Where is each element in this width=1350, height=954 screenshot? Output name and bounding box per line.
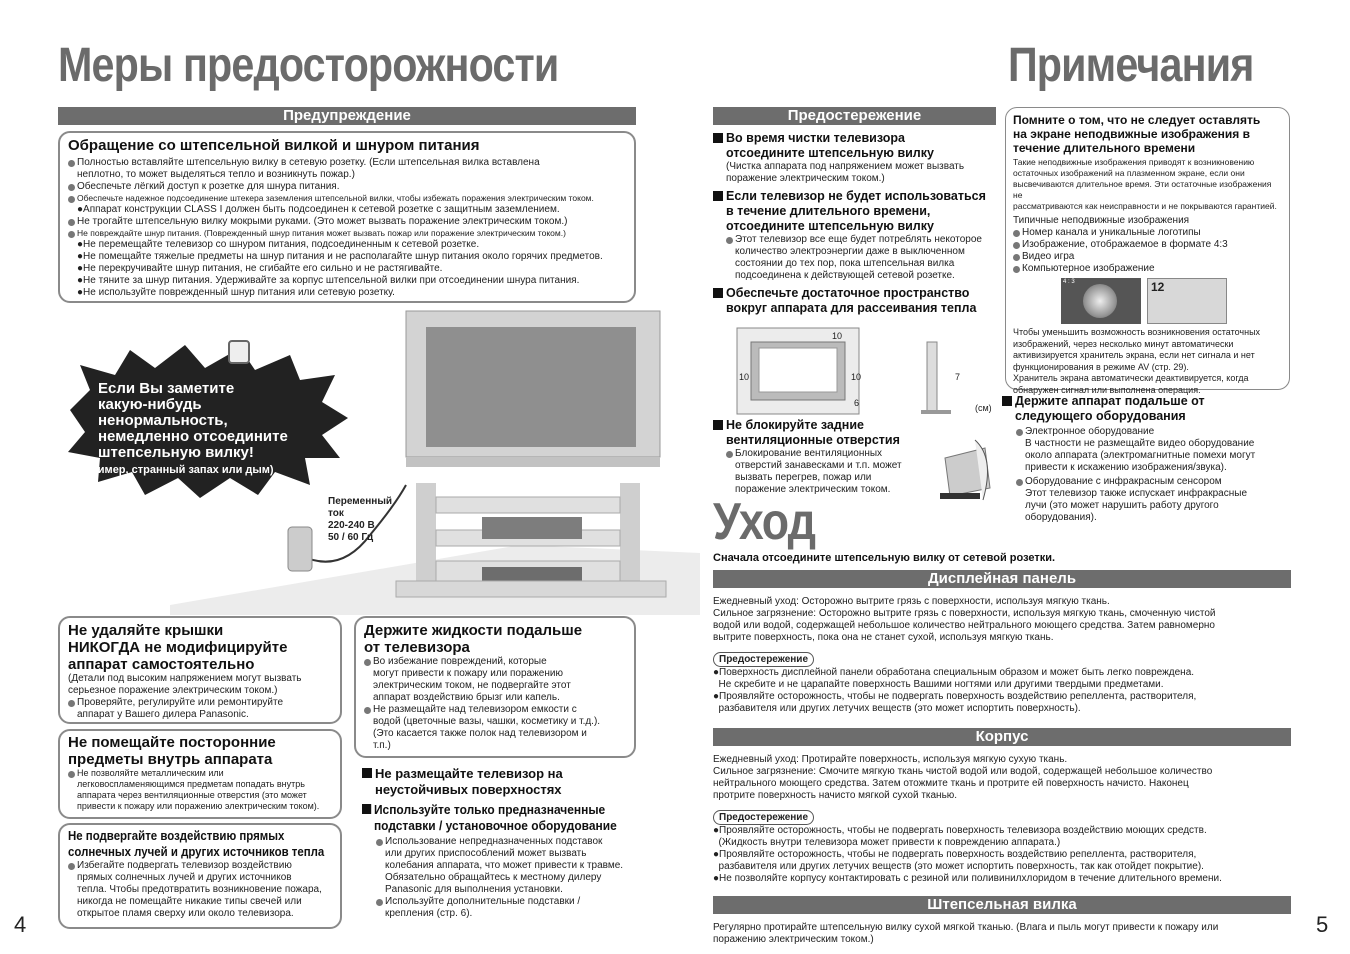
sun-heading-line: солнечных лучей и других источников тепла <box>68 844 325 859</box>
static-text-line: высвечиваются длительное время. Эти остаточные изображения не <box>1013 179 1272 200</box>
cabinet-caution-line: ●Проявляйте осторожность, чтобы не подвергать поверхность телевизора воздействию моющих средств. <box>713 825 1207 836</box>
display-caution-line: разбавителя или других летучих веществ (это может испортить поверхность). <box>713 703 1081 714</box>
plug-care-line: поражению электрическим током.) <box>713 934 874 945</box>
vents-section <box>713 418 943 496</box>
vents-text-line: поражение электрическим током. <box>735 484 891 495</box>
keep-away-section <box>1002 394 1292 524</box>
sun-text-line: тепла. Чтобы предотвратить возникновение пожара, <box>77 884 322 895</box>
display-caution-line: ●Поверхность дисплейной панели обработана специальным образом и может быть легко повреждена. <box>713 667 1195 678</box>
ac-label-line: Переменный <box>328 496 393 507</box>
stand-text-line: колебания аппарата, что может привести к травме. <box>385 860 624 871</box>
ac-label-line: 220-240 В <box>328 520 375 531</box>
clearance-left: 10 <box>739 372 750 382</box>
caution-bar: Предостережение <box>713 107 996 125</box>
away-text-line: привести к искажению изображения/звука). <box>1025 462 1227 473</box>
cabinet-caution-line: разбавителя или других летучих веществ (это может испортить поверхность, так как отойдет покрытие). <box>713 861 1204 872</box>
foreign-text-line: Не позволяйте металлическим или <box>77 768 224 778</box>
away-text-line: Электронное оборудование <box>1025 426 1155 437</box>
display-panel-bar: Дисплейная панель <box>713 570 1291 588</box>
static-after-line: функционирования в режиме AV (стр. 29). <box>1013 361 1189 372</box>
away-text-line: около аппарата (электромагнитные помехи могут <box>1025 450 1256 461</box>
vents-heading-line: Не блокируйте задние <box>726 418 864 432</box>
unused-heading-line: в течение длительного времени, <box>726 204 931 218</box>
foreign-objects-box <box>58 729 342 819</box>
plug-cord-item: ●Не используйте поврежденный шнур питания или сетевую розетку. <box>77 287 395 298</box>
cabinet-caution-line: ●Проявляйте осторожность, чтобы не подвергать поверхность воздействию репеллента, растворителя, <box>713 849 1197 860</box>
page-number-right: 5 <box>1316 912 1329 937</box>
plug-cord-list <box>68 157 626 299</box>
cabinet-caution-line: (Жидкость внутри телевизора может привести к повреждению аппарата.) <box>713 837 1061 848</box>
sun-text-line: Избегайте подвергать телевизор воздействию <box>77 860 292 871</box>
stand-text-line: Используйте дополнительные подставки / <box>385 896 581 907</box>
stand-heading-line: Используйте только предназначенные <box>373 802 606 817</box>
plug-cord-item: неплотно, то может выделяться тепло и возникнуть пожар.) <box>77 169 355 180</box>
unused-heading-line: Если телевизор не будет использоваться <box>726 189 986 203</box>
foreign-text-line: привести к пожару или поражению электрическим током). <box>77 801 320 811</box>
plug-hand-icon <box>228 340 250 364</box>
static-after-line: Чтобы уменьшить возможность возникновения остаточных <box>1013 327 1261 337</box>
unused-text-line: состоянии до тех пор, пока штепсельная вилка <box>735 258 955 269</box>
display-caution-pill: Предостережение <box>713 652 814 667</box>
foreign-text-line: легковоспламеняющимся предметам попадать внутрь <box>77 779 305 789</box>
display-caution-line: Не скребите и не царапайте поверхность Вашими ногтями или другими твердыми предметами. <box>713 679 1164 690</box>
burst-line: ненормальность, <box>98 412 228 429</box>
game-image: 12 <box>1147 278 1227 324</box>
unused-text-line: количество электроэнергии даже в выключенном <box>735 246 965 257</box>
vents-text-line: отверстий занавесками и т.п. может <box>735 460 902 471</box>
liquid-text-line: электрическим током, не подвергайте этот <box>373 680 571 691</box>
caution-column <box>713 131 1003 316</box>
clean-heading-line: Во время чистки телевизора <box>726 131 905 145</box>
liquid-heading-line: от телевизора <box>364 639 470 656</box>
unused-text-line: Этот телевизор все еще будет потреблять некоторое <box>735 234 982 245</box>
plug-cord-item: ●Не перемещайте телевизор со шнуром питания, подсоединенным к сетевой розетке. <box>77 239 480 250</box>
plug-cord-item: Не трогайте штепсельную вилку мокрыми руками. (Это может вызвать поражение электрическим током.) <box>68 216 626 228</box>
cover-heading-line: НИКОГДА не модифицируйте <box>68 639 288 656</box>
clearance-unit: (см) <box>975 403 992 413</box>
static-image-box <box>1005 107 1290 395</box>
sun-heading-line: Не подвергайте воздействию прямых <box>68 828 285 843</box>
plug-care-line: Регулярно протирайте штепсельную вилку сухой мягкой тканью. (Влага и пыль могут привести к пожару или <box>713 922 1219 933</box>
cover-bullet-line: аппарат у Вашего дилера Panasonic. <box>77 709 249 720</box>
vents-text-line: вызвать перегрев, пожар или <box>735 472 872 483</box>
clearance-right: 10 <box>851 372 862 382</box>
stand-text-line: Обязательно обращайтесь к местному дилеру <box>385 872 602 883</box>
sun-text-line: прямых солнечных лучей и других источников <box>77 872 292 883</box>
space-heading-line: Обеспечьте достаточное пространство <box>726 286 970 300</box>
liquid-text-line: Во избежание повреждений, которые <box>373 656 547 667</box>
ac-power-label <box>328 496 392 544</box>
static-item: Компьютерное изображение <box>1013 263 1282 275</box>
cover-heading-line: аппарат самостоятельно <box>68 656 255 673</box>
clearance-side: 7 <box>955 372 961 382</box>
display-caution-line: ●Проявляйте осторожность, чтобы не подвергать поверхность воздействию репеллента, растворителя, <box>713 691 1197 702</box>
static-heading-line: течение длительного времени <box>1013 141 1196 155</box>
plug-cord-item: Обеспечьте надежное подсоединение штекера заземления штепсельной вилки, чтобы избежать поражения электрическим током. <box>68 193 626 204</box>
care-intro: Сначала отсоедините штепсельную вилку от сетевой розетки. <box>713 552 1056 564</box>
away-heading-line: Держите аппарат подальше от <box>1015 394 1205 408</box>
cover-bullet-line: Проверяйте, регулируйте или ремонтируйте <box>77 697 284 708</box>
care-title: Уход <box>713 493 816 551</box>
cabinet-bar: Корпус <box>713 728 1291 746</box>
liquid-text-line: (Это касается также полок над телевизором и <box>373 728 587 739</box>
burst-line: немедленно отсоедините <box>98 428 288 445</box>
unused-text-line: подсоединена к действующей сетевой розетке. <box>735 270 955 281</box>
display-text-line: Сильное загрязнение: Осторожно вытрите грязь с поверхности, используя мягкую ткань, смоченную чистой <box>713 608 1216 619</box>
liquids-box <box>354 616 636 758</box>
plug-cord-item: Не повреждайте шнур питания. (Поврежденный шнур питания может вызвать пожар или поражение электрическим током.) <box>68 228 626 239</box>
ac-label-line: 50 / 60 Гц <box>328 532 374 543</box>
stand-text-line: Panasonic для выполнения установки. <box>385 884 563 895</box>
plug-cord-item: ●Не помещайте тяжелые предметы на шнур питания и не располагайте шнур питания около горячих предметов. <box>77 251 603 262</box>
clearance-bottom: 6 <box>854 398 860 408</box>
warning-bar: Предупреждение <box>58 107 636 125</box>
liquid-text-line: аппарат воздействию брызг или капель. <box>373 692 560 703</box>
display-text-line: водой или водой, содержащей небольшое количество нейтрального моющего средства. Затем равномерно <box>713 620 1215 631</box>
flower-43-image: 4 : 3 <box>1061 278 1141 324</box>
static-item: Изображение, отображаемое в формате 4:3 <box>1013 239 1282 251</box>
liquid-text-line: т.п.) <box>373 740 391 751</box>
vent-curtain-illustration <box>935 438 1000 503</box>
foreign-heading-line: предметы внутрь аппарата <box>68 751 273 768</box>
static-item: Номер канала и уникальные логотипы <box>1013 227 1282 239</box>
care-section <box>713 570 1291 946</box>
static-typical-label: Типичные неподвижные изображения <box>1013 215 1190 226</box>
static-examples <box>1061 278 1282 324</box>
plug-cord-heading: Обращение со штепсельной вилкой и шнуром питания <box>68 137 480 154</box>
liquid-text-line: водой (цветочные вазы, чашки, косметику и т.д.). <box>373 716 601 727</box>
liquid-heading-line: Держите жидкости подальше <box>364 622 583 639</box>
sun-text-line: никогда не помещайте никакие типы свечей или <box>77 896 302 907</box>
static-heading-line: на экране неподвижные изображения в <box>1013 127 1251 141</box>
sunlight-box <box>58 823 342 929</box>
cover-text-line: серьезное поражение электрическим током.) <box>68 685 278 696</box>
static-after-line: обнаружен сигнал или выполнена операция. <box>1013 384 1201 395</box>
clearance-top: 10 <box>832 331 843 341</box>
unused-heading-line: отсоедините штепсельную вилку <box>726 219 934 233</box>
burst-line: штепсельную вилку! <box>98 444 254 461</box>
static-after-line: активизируется хранитель экрана, если нет сигнала и нет <box>1013 350 1255 360</box>
stand-heading-line: неустойчивых поверхностях <box>375 782 562 797</box>
liquid-text-line: Не размещайте над телевизором емкости с <box>373 704 577 715</box>
foreign-text-line: аппарата через вентиляционные отверстия (это может <box>77 790 307 800</box>
cabinet-text-line: нейтрального моющего средства. Затем отожмите ткань и протрите ей поверхность начисто. Наконец <box>713 778 1189 789</box>
static-text-line: Такие неподвижные изображения приводят к возникновению <box>1013 157 1255 167</box>
static-text-line: рассматриваются как неисправности и не покрываются гарантией. <box>1013 201 1277 211</box>
clean-heading-line: отсоедините штепсельную вилку <box>726 146 934 160</box>
plug-cord-item: Обеспечьте лёгкий доступ к розетке для шнура питания. <box>68 181 626 193</box>
vents-heading-line: вентиляционные отверстия <box>726 433 900 447</box>
space-heading-line: вокруг аппарата для рассеивания тепла <box>726 301 977 315</box>
cabinet-caution-line: ●Не позволяйте корпусу контактировать с резиной или поливинилхлоридом в течение длительного времени. <box>713 873 1222 884</box>
plug-cord-item: ●Не перекручивайте шнур питания, не сгибайте его сильно и не растягивайте. <box>77 263 443 274</box>
static-text-line: остаточных изображений на плазменном экране, если они <box>1013 168 1245 178</box>
away-text-line: лучи (это может нарушить работу другого <box>1025 500 1219 511</box>
burst-line: какую-нибудь <box>98 396 202 413</box>
clean-text-line: поражение электрическим током.) <box>726 173 885 184</box>
plug-cord-box <box>58 131 636 303</box>
foreign-heading-line: Не помещайте посторонние <box>68 734 276 751</box>
away-text-line: Оборудование с инфракрасным сенсором <box>1025 476 1222 487</box>
page-title-left: Меры предосторожности <box>58 39 559 92</box>
away-text-line: В частности не размещайте видео оборудование <box>1025 438 1255 449</box>
sun-text-line: открытое пламя сверху или около телевизора. <box>77 908 294 919</box>
stand-heading-line: Не размещайте телевизор на <box>375 766 563 781</box>
static-after-line: изображений, через несколько минут автоматически <box>1013 338 1234 349</box>
stand-text-line: Использование непредназначенных подставок <box>385 836 603 847</box>
clearance-diagram <box>735 326 995 416</box>
cabinet-text-line: протрите поверхность начисто мягкой сухой тканью. <box>713 790 958 801</box>
plug-cord-item: ●Аппарат конструкции CLASS I должен быть подсоединен к сетевой розетке с защитным заземлением. <box>77 204 560 215</box>
liquid-text-line: могут привести к пожару или поражению <box>373 668 563 679</box>
stand-text-line: крепления (стр. 6). <box>385 908 473 919</box>
vents-text-line: Блокирование вентиляционных <box>735 448 883 459</box>
plug-cord-item: ●Не тяните за шнур питания. Удерживайте за корпус штепсельной вилки при отсоединении шнура питания. <box>77 275 580 286</box>
display-text-line: Ежедневный уход: Осторожно вытрите грязь с поверхности, используя мягкую ткань. <box>713 596 1110 607</box>
cabinet-caution-pill: Предостережение <box>713 810 814 825</box>
cabinet-text-line: Сильное загрязнение: Смочите мягкую ткань чистой водой или водой, содержащей небольшое количество <box>713 766 1213 777</box>
static-item: Видео игра <box>1013 251 1282 263</box>
clean-text-line: (Чистка аппарата под напряжением может вызвать <box>726 161 965 172</box>
away-heading-line: следующего оборудования <box>1015 409 1186 423</box>
away-text-line: оборудования). <box>1025 512 1097 523</box>
cover-text-line: (Детали под высоким напряжением могут вызвать <box>68 673 302 684</box>
cabinet-text-line: Ежедневный уход: Протирайте поверхность, используя мягкую сухую ткань. <box>713 754 1068 765</box>
page-title-right: Примечания <box>1008 39 1254 92</box>
page-number-left: 4 <box>14 912 27 937</box>
burst-line: Если Вы заметите <box>98 380 235 397</box>
static-after-line: Хранитель экрана автоматически деактивируется, когда <box>1013 373 1249 383</box>
display-text-line: вытрите поверхность, пока она не станет сухой, используя мягкую ткань. <box>713 632 1054 643</box>
cover-box <box>58 616 342 724</box>
away-text-line: Этот телевизор также испускает инфракрасные <box>1025 488 1248 499</box>
plug-cord-item: Полностью вставляйте штепсельную вилку в сетевую розетку. (Если штепсельная вилка вставлена <box>68 157 626 169</box>
static-heading-line: Помните о том, что не следует оставлять <box>1013 113 1261 127</box>
stand-heading-line: подставки / установочное оборудование <box>373 818 617 833</box>
stand-section <box>362 766 642 920</box>
cover-heading-line: Не удаляйте крышки <box>68 622 224 639</box>
ac-label-line: ток <box>328 508 344 519</box>
stand-text-line: или других приспособлений может вызвать <box>385 848 587 859</box>
warning-burst-text: Если Вы заметите какую-нибудь ненормальность, немедленно отсоедините штепсельную вилку! (например, странный запах или дым) <box>68 380 288 476</box>
plug-care-bar: Штепсельная вилка <box>713 896 1291 914</box>
